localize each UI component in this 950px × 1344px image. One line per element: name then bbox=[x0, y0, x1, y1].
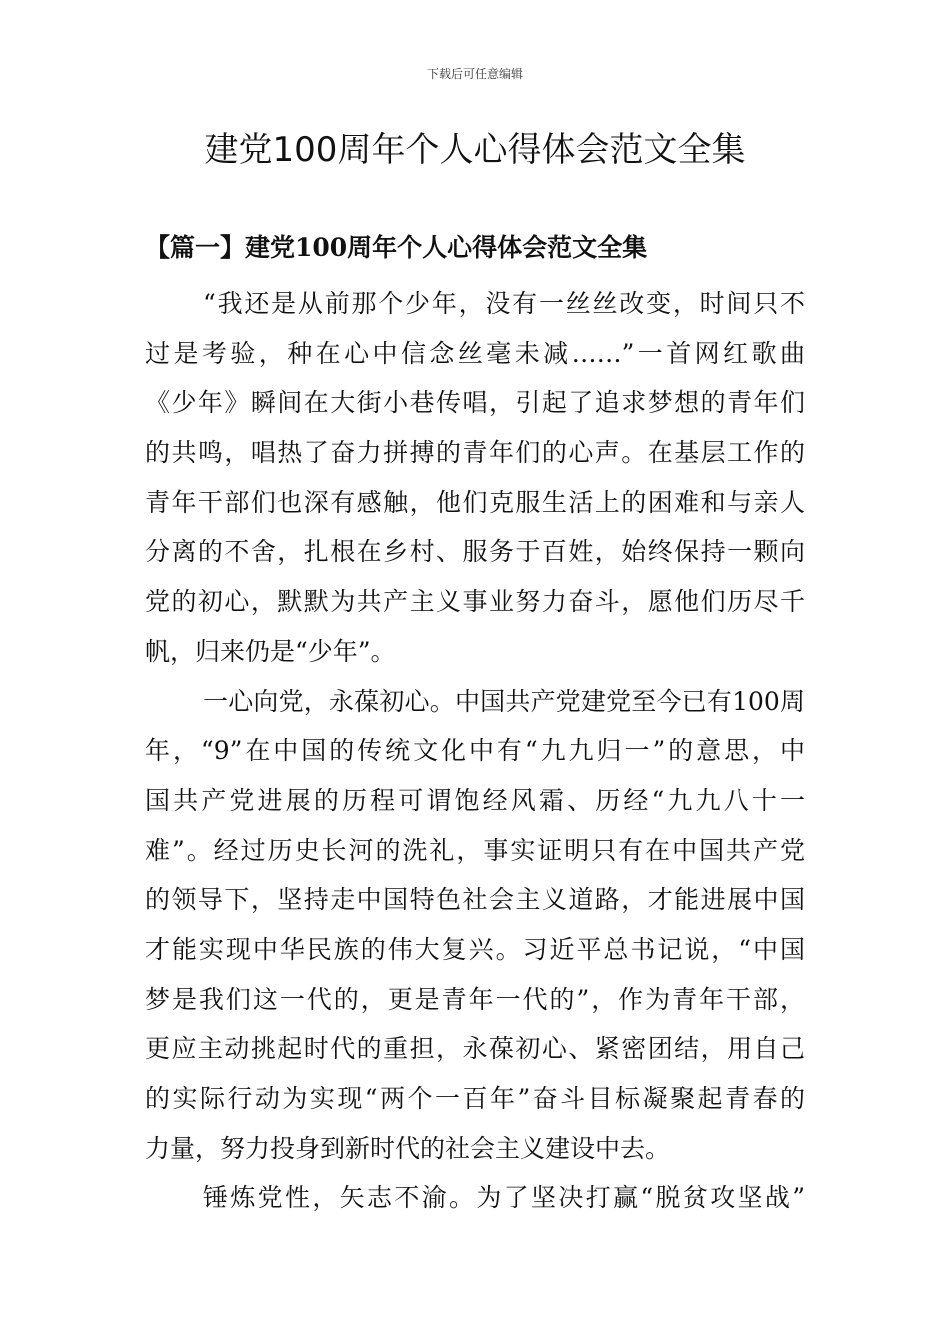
text-line: 更应主动挑起时代的重担，永葆初心、紧密团结，用自己 bbox=[145, 1034, 805, 1064]
text-line: 梦是我们这一代的，更是青年一代的”，作为青年干部， bbox=[145, 984, 805, 1014]
paragraph-1 bbox=[145, 279, 805, 677]
text-line: 年，“9”在中国的传统文化中有“九九归一”的意思，中 bbox=[145, 736, 805, 766]
text-line: 力量，努力投身到新时代的社会主义建设中去。 bbox=[145, 1133, 671, 1163]
document-title: 建党100周年个人心得体会范文全集 bbox=[204, 130, 746, 170]
header-note: 下载后可任意编辑 bbox=[426, 67, 523, 81]
paragraph-3 bbox=[145, 1173, 805, 1223]
section-heading: 【篇一】建党100周年个人心得体会范文全集 bbox=[145, 233, 648, 262]
text-line: 分离的不舍，扎根在乡村、服务于百姓，始终保持一颗向 bbox=[145, 537, 805, 567]
paragraph-2 bbox=[145, 677, 805, 1174]
text-line: 的领导下，坚持走中国特色社会主义道路，才能进展中国 bbox=[145, 885, 805, 915]
text-line: 的实际行动为实现“两个一百年”奋斗目标凝聚起青春的 bbox=[145, 1084, 805, 1113]
text-line: 国共产党进展的历程可谓饱经风霜、历经“九九八十一 bbox=[145, 785, 805, 815]
text-line: 党的初心，默默为共产主义事业努力奋斗，愿他们历尽千 bbox=[145, 587, 805, 617]
body-text bbox=[145, 279, 805, 1223]
text-line: 难”。经过历史长河的洗礼，事实证明只有在中国共产党 bbox=[145, 835, 805, 865]
text-line: 才能实现中华民族的伟大复兴。习近平总书记说，“中国 bbox=[145, 934, 805, 964]
text-line: 锤炼党性，矢志不渝。为了坚决打赢“脱贫攻坚战” bbox=[203, 1183, 805, 1213]
text-line: 青年干部们也深有感触，他们克服生活上的困难和与亲人 bbox=[145, 487, 805, 517]
text-line: “我还是从前那个少年，没有一丝丝改变，时间只不 bbox=[203, 289, 805, 318]
text-line: 《少年》瞬间在大街小巷传唱，引起了追求梦想的青年们 bbox=[145, 388, 805, 418]
text-line: 帆，归来仍是“少年”。 bbox=[145, 636, 396, 666]
text-line: 一心向党，永葆初心。中国共产党建党至今已有100周 bbox=[203, 686, 805, 716]
text-line: 过是考验，种在心中信念丝毫未减……”一首网红歌曲 bbox=[145, 338, 805, 368]
text-line: 的共鸣，唱热了奋力拼搏的青年们的心声。在基层工作的 bbox=[145, 438, 805, 468]
